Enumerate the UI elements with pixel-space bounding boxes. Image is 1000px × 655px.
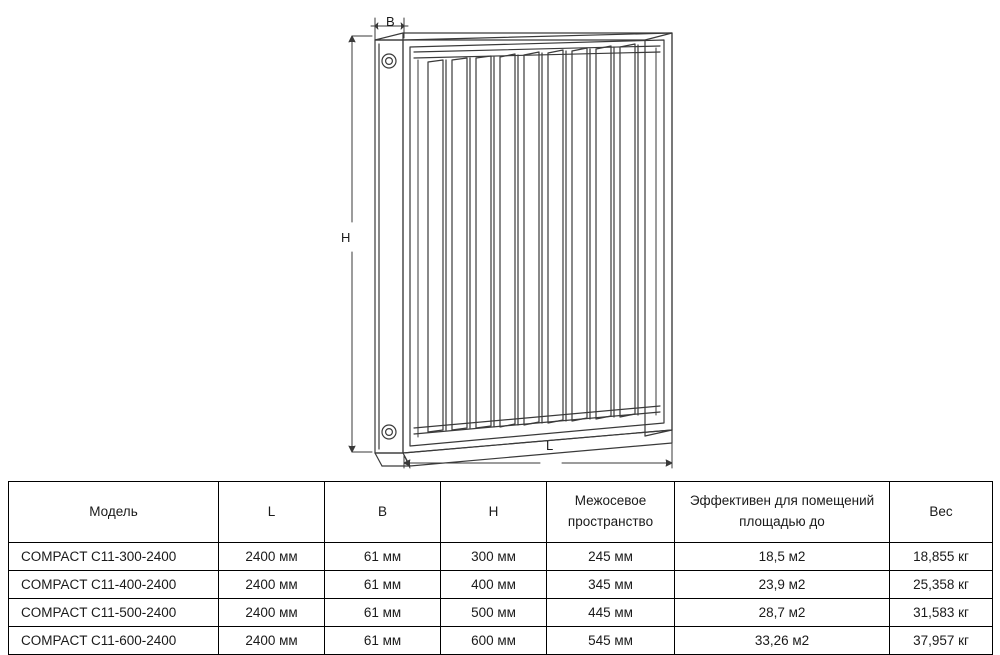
cell-model: COMPACT C11-500-2400 (9, 599, 219, 627)
dimension-label-B: B (386, 14, 395, 29)
column-header-effective-area (675, 482, 890, 543)
dimension-line-H (349, 36, 372, 452)
column-header-effective-area-line2: площадью до (739, 514, 825, 529)
cell-width: 61 мм (325, 543, 441, 571)
cell-length: 2400 мм (219, 543, 325, 571)
radiator-top-connector (382, 54, 396, 68)
column-header-effective-area-line1: Эффективен для помещений (689, 493, 875, 509)
table-row (9, 627, 993, 655)
cell-width: 61 мм (325, 599, 441, 627)
cell-effective-area: 33,26 м2 (675, 627, 890, 655)
specifications-table (8, 481, 993, 655)
radiator-bottom-connector (382, 425, 396, 439)
column-header-width: B (325, 482, 441, 543)
cell-width: 61 мм (325, 627, 441, 655)
cell-weight: 31,583 кг (890, 599, 993, 627)
cell-model: COMPACT C11-300-2400 (9, 543, 219, 571)
cell-model: COMPACT C11-600-2400 (9, 627, 219, 655)
cell-weight: 37,957 кг (890, 627, 993, 655)
dimension-label-H: H (341, 230, 351, 245)
cell-width: 61 мм (325, 571, 441, 599)
cell-effective-area: 18,5 м2 (675, 543, 890, 571)
radiator-fins (428, 44, 638, 432)
column-header-model: Модель (9, 482, 219, 543)
cell-effective-area: 28,7 м2 (675, 599, 890, 627)
radiator-right-edge (645, 33, 672, 436)
table-row (9, 571, 993, 599)
cell-model: COMPACT C11-400-2400 (9, 571, 219, 599)
cell-weight: 25,358 кг (890, 571, 993, 599)
cell-height: 400 мм (441, 571, 547, 599)
cell-effective-area: 23,9 м2 (675, 571, 890, 599)
cell-height: 600 мм (441, 627, 547, 655)
cell-height: 500 мм (441, 599, 547, 627)
table-row (9, 543, 993, 571)
column-header-length: L (219, 482, 325, 543)
cell-length: 2400 мм (219, 571, 325, 599)
column-header-axis-spacing-line2: пространство (567, 514, 654, 529)
cell-weight: 18,855 кг (890, 543, 993, 571)
cell-length: 2400 мм (219, 627, 325, 655)
radiator-left-side-panel (375, 40, 403, 453)
cell-height: 300 мм (441, 543, 547, 571)
column-header-height: H (441, 482, 547, 543)
table-row (9, 599, 993, 627)
column-header-axis-spacing-line1: Межосевое (574, 493, 647, 509)
cell-axis-spacing: 345 мм (547, 571, 675, 599)
column-header-axis-spacing (547, 482, 675, 543)
table-header-row (9, 482, 993, 543)
cell-axis-spacing: 545 мм (547, 627, 675, 655)
cell-length: 2400 мм (219, 599, 325, 627)
dimension-label-L: L (546, 438, 554, 453)
cell-axis-spacing: 445 мм (547, 599, 675, 627)
cell-axis-spacing: 245 мм (547, 543, 675, 571)
column-header-weight: Вес (890, 482, 993, 543)
